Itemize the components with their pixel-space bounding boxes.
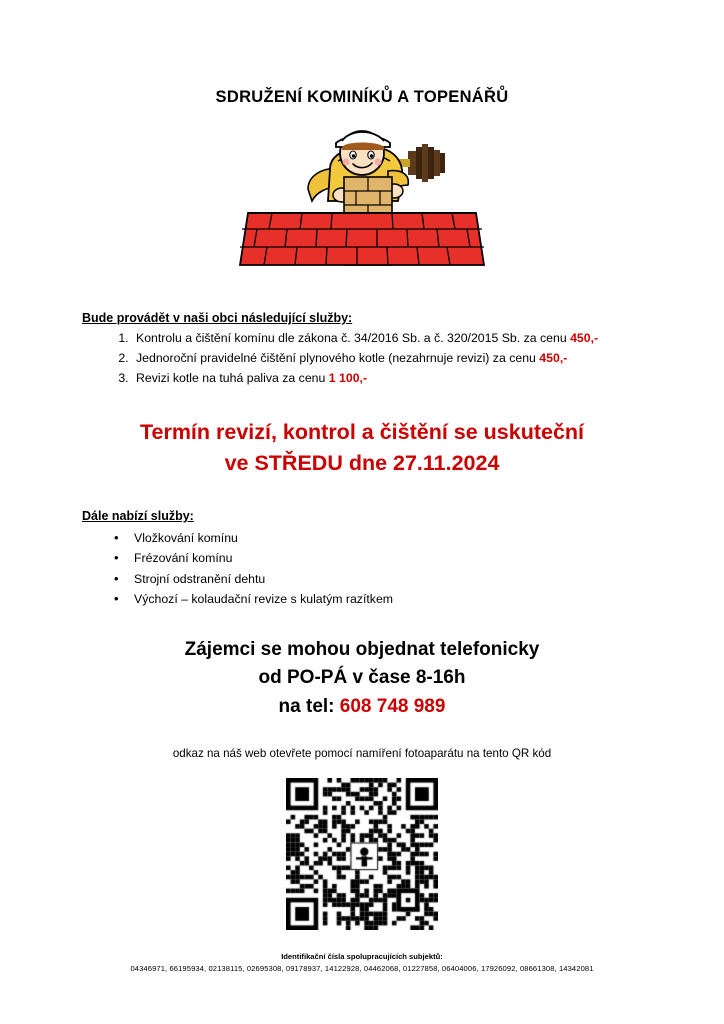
list-item: • Vložkování komínu <box>134 528 664 548</box>
service-text: Kontrolu a čištění komínu dle zákona č. 34/2016 Sb. a č. 320/2015 Sb. za cenu <box>136 331 571 345</box>
further-services-list <box>60 528 664 610</box>
services-list <box>60 329 664 389</box>
qr-caption: odkaz na náš web otevřete pomocí namíření fotoaparátu na tento QR kód <box>172 747 552 761</box>
list-item <box>132 369 664 389</box>
service-text: Jednoroční pravidelné čištění plynového kotle (nezahrnuje revizi) za cenu <box>136 350 540 365</box>
contact-section <box>60 636 664 722</box>
list-item: • Frézování komínu <box>134 548 664 568</box>
phone-label: na tel: <box>278 695 340 717</box>
footer-ids: 04346971, 66195934, 02138115, 02695308, 09178937, 14122928, 04462068, 01227858, 06404006, 17926092, 08661308, 14342081 <box>130 964 594 974</box>
qr-code-image[interactable] <box>286 778 438 930</box>
service-text: Revizi kotle na tuhá paliva za cenu <box>136 370 329 385</box>
service-price: 450,- <box>539 350 568 365</box>
footer <box>60 952 664 973</box>
chimney-sweep-illustration <box>212 117 512 285</box>
notice-line-2: ve STŘEDU dne 27.11.2024 <box>224 450 500 475</box>
notice-line-1: Termín revizí, kontrol a čištění se uskuteční <box>139 419 585 444</box>
service-price: 1 100,- <box>328 370 368 385</box>
contact-line-3 <box>60 693 664 722</box>
services-section <box>60 311 664 389</box>
further-services-heading: Dále nabízí služby: <box>82 509 194 524</box>
list-item <box>132 329 664 349</box>
contact-line-1: Zájemci se mohou objednat telefonicky <box>184 638 540 660</box>
phone-number: 608 748 989 <box>339 695 446 717</box>
footer-title: Identifikační čísla spolupracujících subjektů: <box>281 952 443 962</box>
services-heading: Bude provádět v naši obci následující služby: <box>82 311 353 325</box>
list-item <box>132 349 664 369</box>
date-notice <box>60 417 664 479</box>
red-roof <box>240 213 484 265</box>
service-price: 450,- <box>570 331 599 345</box>
qr-code[interactable] <box>286 778 438 930</box>
contact-line-2: od PO-PÁ v čase 8-16h <box>258 667 466 689</box>
page-title: SDRUŽENÍ KOMINÍKŮ A TOPENÁŘŮ <box>215 88 509 106</box>
list-item: • Výchozí – kolaudační revize s kulatým razítkem <box>134 589 664 609</box>
list-item: • Strojní odstranění dehtu <box>134 569 664 589</box>
further-services-section <box>60 509 664 610</box>
